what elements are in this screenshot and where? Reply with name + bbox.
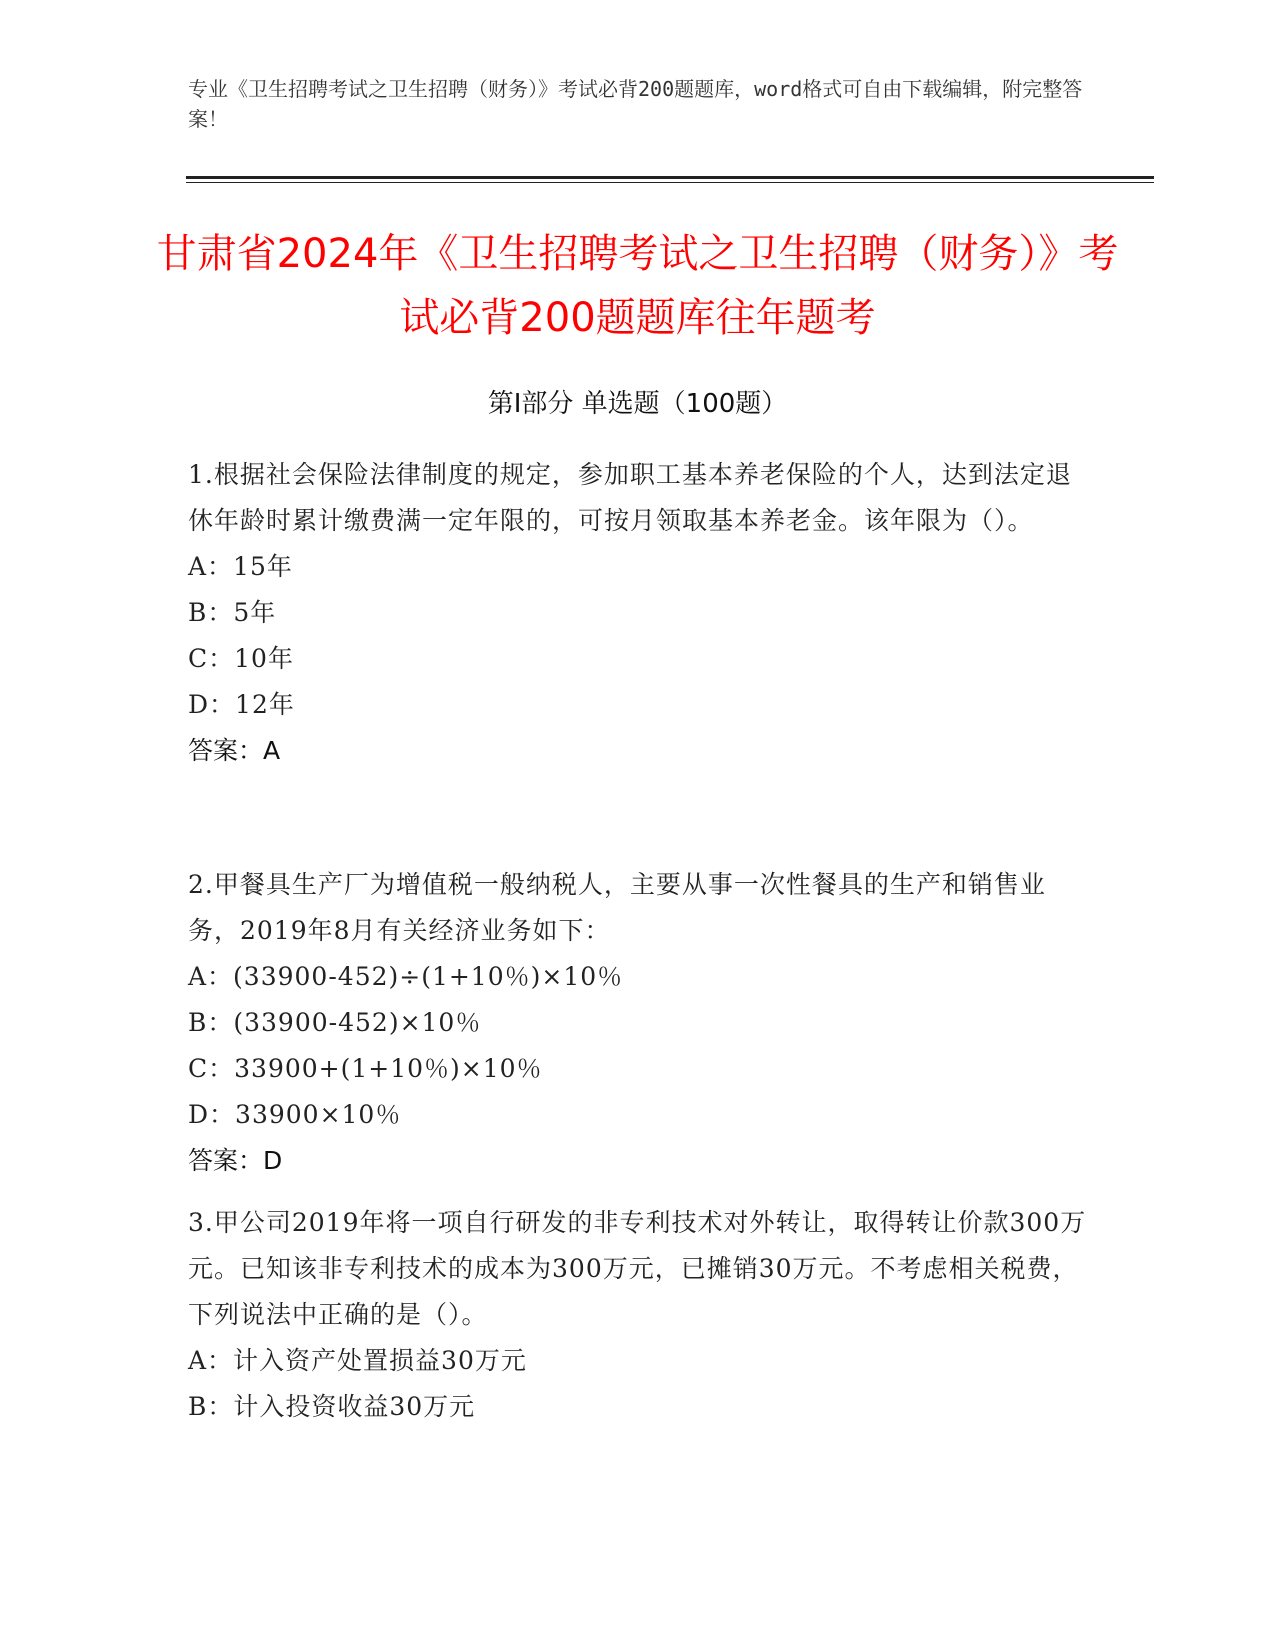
option-b: B：5年	[188, 598, 277, 627]
question-1	[188, 452, 1088, 774]
option-d: D：33900×10％	[188, 1100, 402, 1129]
option-d: D：12年	[188, 690, 295, 719]
option-c: C：10年	[188, 644, 294, 673]
option-a: A：计入资产处置损益30万元	[188, 1346, 527, 1375]
header-divider-thick	[186, 176, 1154, 179]
question-stem: 2.甲餐具生产厂为增值税一般纳税人，主要从事一次性餐具的生产和销售业务，2019年8月有关经济业务如下：	[188, 870, 1046, 945]
question-stem: 3.甲公司2019年将一项自行研发的非专利技术对外转让，取得转让价款300万元。已知该非专利技术的成本为300万元，已摊销30万元。不考虑相关税费，下列说法中正确的是（）。	[188, 1208, 1087, 1329]
section-title: 第Ⅰ部分 单选题（100题）	[487, 389, 788, 419]
document-title: 甘肃省2024年《卫生招聘考试之卫生招聘（财务）》考试必背200题题库往年题考	[156, 231, 1119, 341]
header-note: 专业《卫生招聘考试之卫生招聘（财务）》考试必背200题题库，word格式可自由下载编辑，附完整答案！	[188, 77, 1083, 131]
option-a: A：15年	[188, 552, 293, 581]
question-2	[188, 862, 1088, 1184]
answer: 答案：D	[188, 1146, 283, 1175]
question-3	[188, 1200, 1088, 1430]
answer: 答案：A	[188, 736, 281, 765]
option-b: B：计入投资收益30万元	[188, 1392, 476, 1421]
question-stem: 1.根据社会保险法律制度的规定，参加职工基本养老保险的个人，达到法定退休年龄时累计缴费满一定年限的，可按月领取基本养老金。该年限为（）。	[188, 460, 1072, 535]
option-a: A：(33900-452)÷(1+10％)×10％	[188, 962, 624, 991]
option-c: C：33900+(1+10％)×10％	[188, 1054, 543, 1083]
option-b: B：(33900-452)×10％	[188, 1008, 482, 1037]
header-divider-thin	[186, 182, 1154, 183]
